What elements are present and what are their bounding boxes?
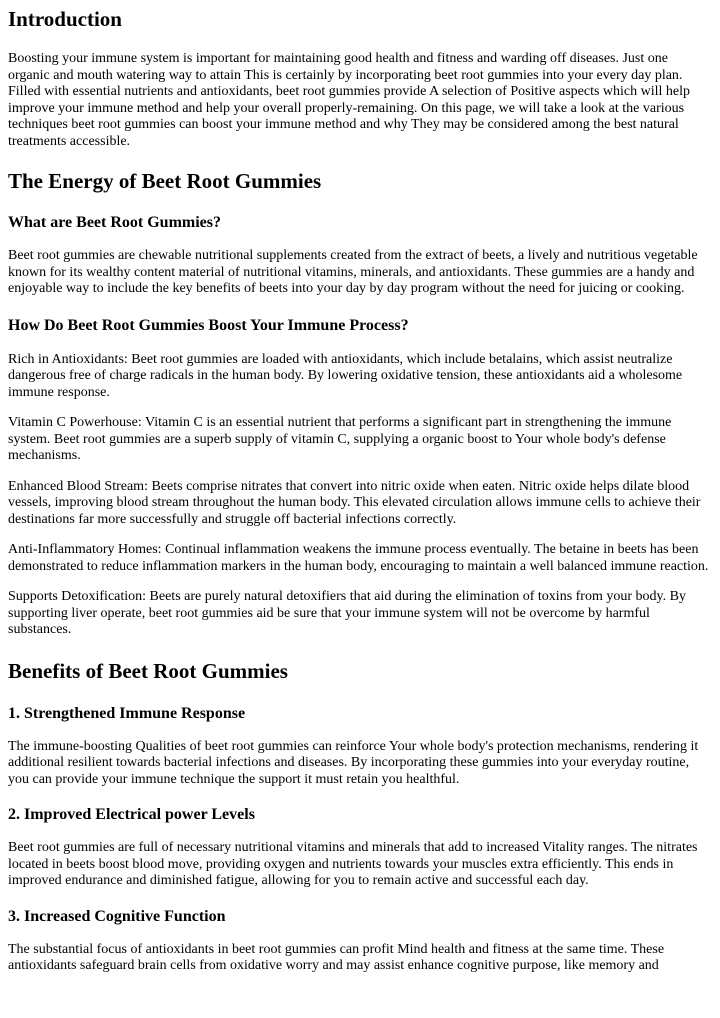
- how-boost-immune-heading: How Do Beet Root Gummies Boost Your Immune Process?: [8, 316, 409, 334]
- point-vitamin-c: Vitamin C Powerhouse: Vitamin C is an essential nutrient that performs a significant part in strengthening the immune system. Beet root gummies are a superb supply of vitamin C, supplying a organic boost to Your whole body's defense mechanisms.: [8, 415, 672, 463]
- benefit-paragraph-cognitive-function: The substantial focus of antioxidants in beet root gummies can profit Mind health and fitness at the same time. These antioxidants safeguard brain cells from oxidative worry and may assist enhance cognitive purpose, like memory and: [8, 941, 665, 973]
- point-antioxidants: Rich in Antioxidants: Beet root gummies are loaded with antioxidants, which include betalains, which assist neutralize dangerous free of charge radicals in the human body. By lowering oxidative tension, these antioxidants aid a wholesome immune response.: [8, 351, 683, 400]
- benefit-heading-immune-response: 1. Strengthened Immune Response: [8, 704, 246, 722]
- benefit-heading-cognitive-function: 3. Increased Cognitive Function: [8, 907, 226, 925]
- benefit-paragraph-immune-response: The immune-boosting Qualities of beet root gummies can reinforce Your whole body's protection mechanisms, rendering it additional resilient towards bacterial infections and diseases. By incorporating these gummies into your everyday routine, you can provide your immune technique the support it must retain you healthful.: [8, 738, 699, 787]
- point-anti-inflammatory: Anti-Inflammatory Homes: Continual inflammation weakens the immune process eventually. The betaine in beets has been demonstrated to reduce inflammation markers in the human body, encouraging to maintain a well balanced immune reaction.: [8, 542, 709, 574]
- energy-section-heading: The Energy of Beet Root Gummies: [8, 169, 322, 193]
- benefit-heading-energy-levels: 2. Improved Electrical power Levels: [8, 806, 255, 823]
- what-are-gummies-paragraph: Beet root gummies are chewable nutritional supplements created from the extract of beets, a lively and nutritious vegetable known for its wealthy content material of nutritional vitamins, minerals, and antioxidants. These gummies are a handy and enjoyable way to include the key benefits of beets into your day by day program without the need for juicing or cooking.: [8, 248, 698, 296]
- benefit-paragraph-energy-levels: Beet root gummies are full of necessary nutritional vitamins and minerals that add to increased Vitality ranges. The nitrates located in beets boost blood move, providing oxygen and nutrients towards your muscles extra efficiently. This ends in improved endurance and diminished fatigue, allowing for you to remain active and successful each day.: [8, 840, 698, 888]
- what-are-gummies-heading: What are Beet Root Gummies?: [8, 214, 221, 231]
- introduction-heading: Introduction: [8, 7, 122, 31]
- point-blood-stream: Enhanced Blood Stream: Beets comprise nitrates that convert into nitric oxide when eaten. Nitric oxide helps dilate blood vessels, improving blood stream throughout the human body. This elevated circulation allows immune cells to achieve their destinations far more successfully and struggle off bacterial infections correctly.: [8, 478, 701, 527]
- benefits-section-heading: Benefits of Beet Root Gummies: [8, 658, 288, 683]
- introduction-paragraph: Boosting your immune system is important for maintaining good health and fitness and warding off diseases. Just one organic and mouth watering way to attain This is certainly by incorporating beet root gummies into your every day plan. Filled with essential nutrients and antioxidants, beet root gummies provide A selection of Positive aspects which will help improve your immune method and help your overall properly-remaining. On this page, we will take a look at the various techniques beet root gummies can boost your immune method and why They may be considered among the best natural treatments accessible.: [8, 51, 691, 149]
- point-detoxification: Supports Detoxification: Beets are purely natural detoxifiers that aid during the elimination of toxins from your body. By supporting liver operate, beet root gummies aid be sure that your immune system will not be overcome by harmful substances.: [8, 589, 686, 637]
